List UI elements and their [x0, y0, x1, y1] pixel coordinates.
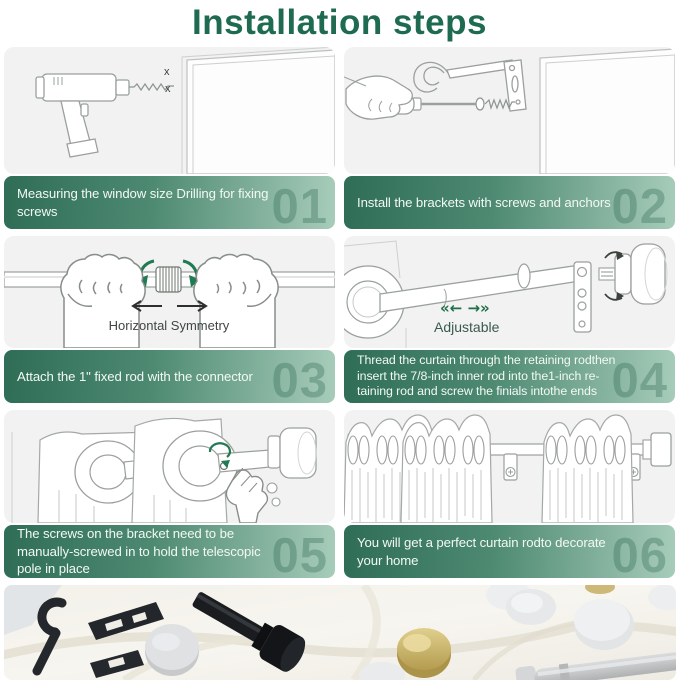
step1-caption-text: Measuring the window size Drilling for fixing screws [17, 186, 269, 219]
drill-wall-drawing [4, 47, 335, 174]
step-panel-1 [4, 47, 335, 229]
hardware-photo-image [4, 585, 676, 680]
arrow-left-icon [133, 301, 162, 311]
hardware-photo [4, 585, 676, 680]
step3-caption-text: Attach the 1" fixed rod with the connector [17, 368, 253, 384]
step2-illustration [344, 47, 675, 174]
rod-connector-drawing [4, 236, 335, 348]
step-panel-5 [4, 410, 335, 578]
step-panel-3 [4, 236, 335, 403]
arrow-right-icon [177, 301, 206, 311]
step4-caption [344, 350, 675, 403]
symmetry-label: Horizontal Symmetry [108, 318, 230, 333]
drill-mark-1: x [164, 66, 170, 78]
step-panel-4 [344, 236, 675, 403]
finial-icon [268, 436, 280, 468]
step5-caption [4, 525, 335, 578]
step2-caption [344, 176, 675, 229]
adjustable-label: Adjustable [434, 319, 500, 335]
screw-icon [476, 98, 484, 110]
drill-mark-2: x [165, 83, 171, 95]
step-panel-2 [344, 47, 675, 229]
step3-illustration [4, 236, 335, 348]
bracket-icon [504, 454, 517, 480]
step1-caption [4, 176, 335, 229]
step-panel-6 [344, 410, 675, 578]
page-title: Installation steps [192, 3, 487, 42]
step5-caption-text: The screws on the bracket need to be manually-screwed in to hold the telescopic pole in place [17, 526, 261, 577]
step6-number: 06 [611, 529, 668, 578]
gold-endcap-icon [397, 628, 451, 678]
step3-caption [4, 350, 335, 403]
step1-number: 01 [271, 180, 328, 229]
telescopic-rod-drawing [344, 236, 675, 348]
connector-icon [156, 267, 181, 292]
bracket-install-drawing [344, 47, 675, 174]
step4-caption-text: Thread the curtain through the retaining rodthen insert the 7/8-inch inner rod into the1-inch re-taining rod and screw the finials intothe ends [357, 353, 616, 399]
step6-caption [344, 525, 675, 578]
step4-number: 04 [611, 354, 668, 403]
step6-caption-text: You will get a perfect curtain rodto decorate your home [357, 535, 606, 568]
finial-right-icon [651, 433, 671, 466]
tighten-screw-drawing [4, 410, 335, 523]
step2-number: 02 [611, 180, 668, 229]
finial-icon [615, 254, 631, 294]
steps-grid [0, 45, 679, 578]
drill-icon [36, 74, 129, 157]
finished-curtain-drawing [344, 410, 675, 523]
step3-number: 03 [271, 354, 328, 403]
step5-illustration [4, 410, 335, 523]
adjustable-arrows-icon: «← →» [440, 299, 490, 317]
step4-illustration [344, 236, 675, 348]
step2-caption-text: Install the brackets with screws and anchors [357, 194, 611, 210]
step5-number: 05 [271, 529, 328, 578]
step6-illustration [344, 410, 675, 523]
step1-illustration [4, 47, 335, 174]
silver-endcap-icon [145, 624, 199, 676]
fist-icon [61, 255, 145, 348]
